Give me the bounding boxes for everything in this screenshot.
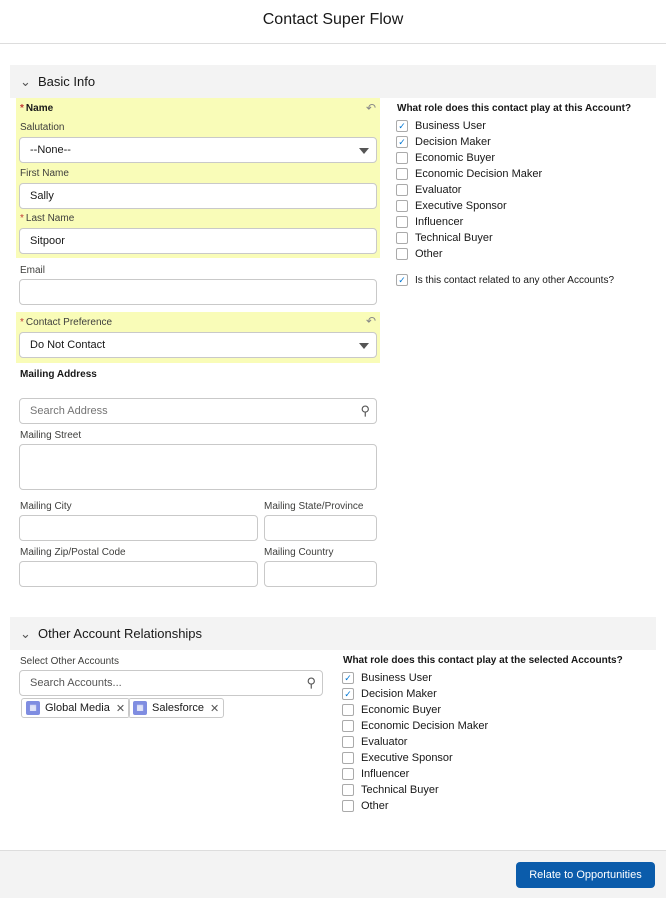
first-name-input[interactable]: Sally (19, 183, 377, 209)
account-pill[interactable] (128, 698, 224, 718)
undo-icon[interactable]: ↶ (365, 314, 376, 328)
footer (0, 850, 666, 898)
checkbox[interactable]: ✓ (396, 120, 408, 132)
checkbox[interactable]: ✓ (342, 688, 354, 700)
checkbox[interactable] (342, 768, 354, 780)
account-icon: ▦ (26, 701, 40, 715)
checkbox[interactable]: ✓ (342, 672, 354, 684)
checkbox[interactable] (342, 704, 354, 716)
role-checkbox[interactable] (342, 734, 488, 750)
role-label: Other (361, 800, 389, 812)
salutation-label: Salutation (20, 122, 65, 133)
pill-label: Salesforce (152, 702, 204, 714)
role-label: Economic Buyer (361, 704, 442, 716)
account-pill[interactable] (21, 698, 130, 718)
select-accounts-label: Select Other Accounts (20, 656, 119, 667)
search-icon: ⚲ (360, 403, 370, 418)
related-accounts-label: Is this contact related to any other Accounts? (415, 274, 615, 286)
role-checkbox[interactable] (396, 246, 542, 262)
name-group: * Name ↶ Salutation --None-- First Name Sally * Last Name Sitpoor (16, 98, 380, 258)
checkbox[interactable] (342, 752, 354, 764)
contact-preference-label: Contact Preference (25, 317, 113, 328)
mailing-country-label: Mailing Country (264, 547, 334, 558)
role-checkbox-list (396, 118, 542, 262)
role-label: Influencer (361, 768, 410, 780)
caret-down-icon (359, 148, 369, 154)
checkbox[interactable] (396, 184, 408, 196)
role-checkbox[interactable] (396, 214, 542, 230)
section-other-accounts[interactable] (10, 617, 656, 650)
role-checkbox-list (342, 670, 488, 814)
role-checkbox[interactable] (396, 230, 542, 246)
mailing-street-label: Mailing Street (20, 430, 82, 441)
checkbox[interactable] (396, 248, 408, 260)
section-basic-info[interactable] (10, 65, 656, 98)
role-label: Technical Buyer (415, 232, 493, 244)
mailing-state-label: Mailing State/Province (264, 501, 364, 512)
role-label: Executive Sponsor (361, 752, 453, 764)
role-checkbox[interactable] (396, 118, 542, 134)
mailing-state-input[interactable] (264, 515, 377, 541)
mailing-city-label: Mailing City (20, 501, 72, 512)
role-label: Decision Maker (415, 136, 491, 148)
search-accounts-input[interactable] (19, 670, 323, 696)
mailing-street-textarea[interactable] (19, 444, 377, 490)
checkbox[interactable] (342, 800, 354, 812)
checkbox[interactable]: ✓ (396, 136, 408, 148)
role-checkbox[interactable] (342, 686, 488, 702)
related-accounts-checkbox[interactable] (396, 272, 614, 288)
role-label: Technical Buyer (361, 784, 439, 796)
role-question: What role does this contact play at this Account? (397, 103, 632, 114)
search-accounts-placeholder: Search Accounts... (30, 677, 122, 689)
role-question: What role does this contact play at the selected Accounts? (343, 655, 623, 666)
role-label: Business User (361, 672, 432, 684)
search-icon: ⚲ (306, 675, 316, 690)
section-title: Other Account Relationships (38, 626, 203, 641)
page-title: Contact Super Flow (0, 0, 666, 44)
chevron-down-icon: ⌄ (20, 74, 31, 89)
role-checkbox[interactable] (342, 782, 488, 798)
last-name-label: Last Name (25, 213, 75, 224)
mailing-zip-input[interactable] (19, 561, 258, 587)
role-checkbox[interactable] (396, 134, 542, 150)
search-address-input[interactable] (19, 398, 377, 424)
email-input[interactable] (19, 279, 377, 305)
remove-icon[interactable]: ✕ (115, 702, 126, 715)
checkbox[interactable] (396, 216, 408, 228)
remove-icon[interactable]: ✕ (209, 702, 220, 715)
mailing-country-input[interactable] (264, 561, 377, 587)
mailing-city-input[interactable] (19, 515, 258, 541)
last-name-input[interactable]: Sitpoor (19, 228, 377, 254)
relate-to-opportunities-button[interactable]: Relate to Opportunities (516, 862, 655, 888)
role-checkbox[interactable] (342, 750, 488, 766)
role-label: Other (415, 248, 443, 260)
undo-icon[interactable]: ↶ (365, 101, 376, 115)
search-address-placeholder: Search Address (30, 405, 108, 417)
checkbox[interactable] (396, 152, 408, 164)
chevron-down-icon: ⌄ (20, 626, 31, 641)
checkbox[interactable] (396, 232, 408, 244)
role-label: Influencer (415, 216, 464, 228)
role-checkbox[interactable] (342, 670, 488, 686)
role-checkbox[interactable] (342, 718, 488, 734)
role-label: Evaluator (415, 184, 462, 196)
role-checkbox[interactable] (396, 166, 542, 182)
role-checkbox[interactable] (342, 766, 488, 782)
role-label: Economic Buyer (415, 152, 496, 164)
role-label: Economic Decision Maker (415, 168, 543, 180)
mailing-zip-label: Mailing Zip/Postal Code (20, 547, 126, 558)
checkbox[interactable] (396, 168, 408, 180)
role-checkbox[interactable] (396, 150, 542, 166)
mailing-address-label: Mailing Address (20, 369, 97, 380)
contact-preference-select[interactable] (19, 332, 377, 358)
role-label: Business User (415, 120, 486, 132)
account-icon: ▦ (133, 701, 147, 715)
role-checkbox[interactable] (396, 198, 542, 214)
role-checkbox[interactable] (396, 182, 542, 198)
checkbox[interactable] (342, 720, 354, 732)
role-label: Economic Decision Maker (361, 720, 489, 732)
pill-label: Global Media (45, 702, 110, 714)
section-title: Basic Info (38, 74, 96, 89)
checkbox[interactable]: ✓ (396, 274, 408, 286)
role-checkbox[interactable] (342, 798, 488, 814)
name-label: Name (25, 103, 54, 114)
role-checkbox[interactable] (342, 702, 488, 718)
salutation-select[interactable] (19, 137, 377, 163)
first-name-label: First Name (20, 168, 69, 179)
salutation-value: --None-- (30, 144, 71, 156)
checkbox[interactable] (396, 200, 408, 212)
checkbox[interactable] (342, 736, 354, 748)
contact-preference-group: * Contact Preference ↶ Do Not Contact (16, 312, 380, 363)
role-label: Executive Sponsor (415, 200, 507, 212)
contact-preference-value: Do Not Contact (30, 339, 106, 351)
role-label: Evaluator (361, 736, 408, 748)
checkbox[interactable] (342, 784, 354, 796)
email-label: Email (20, 265, 46, 276)
role-label: Decision Maker (361, 688, 437, 700)
caret-down-icon (359, 343, 369, 349)
